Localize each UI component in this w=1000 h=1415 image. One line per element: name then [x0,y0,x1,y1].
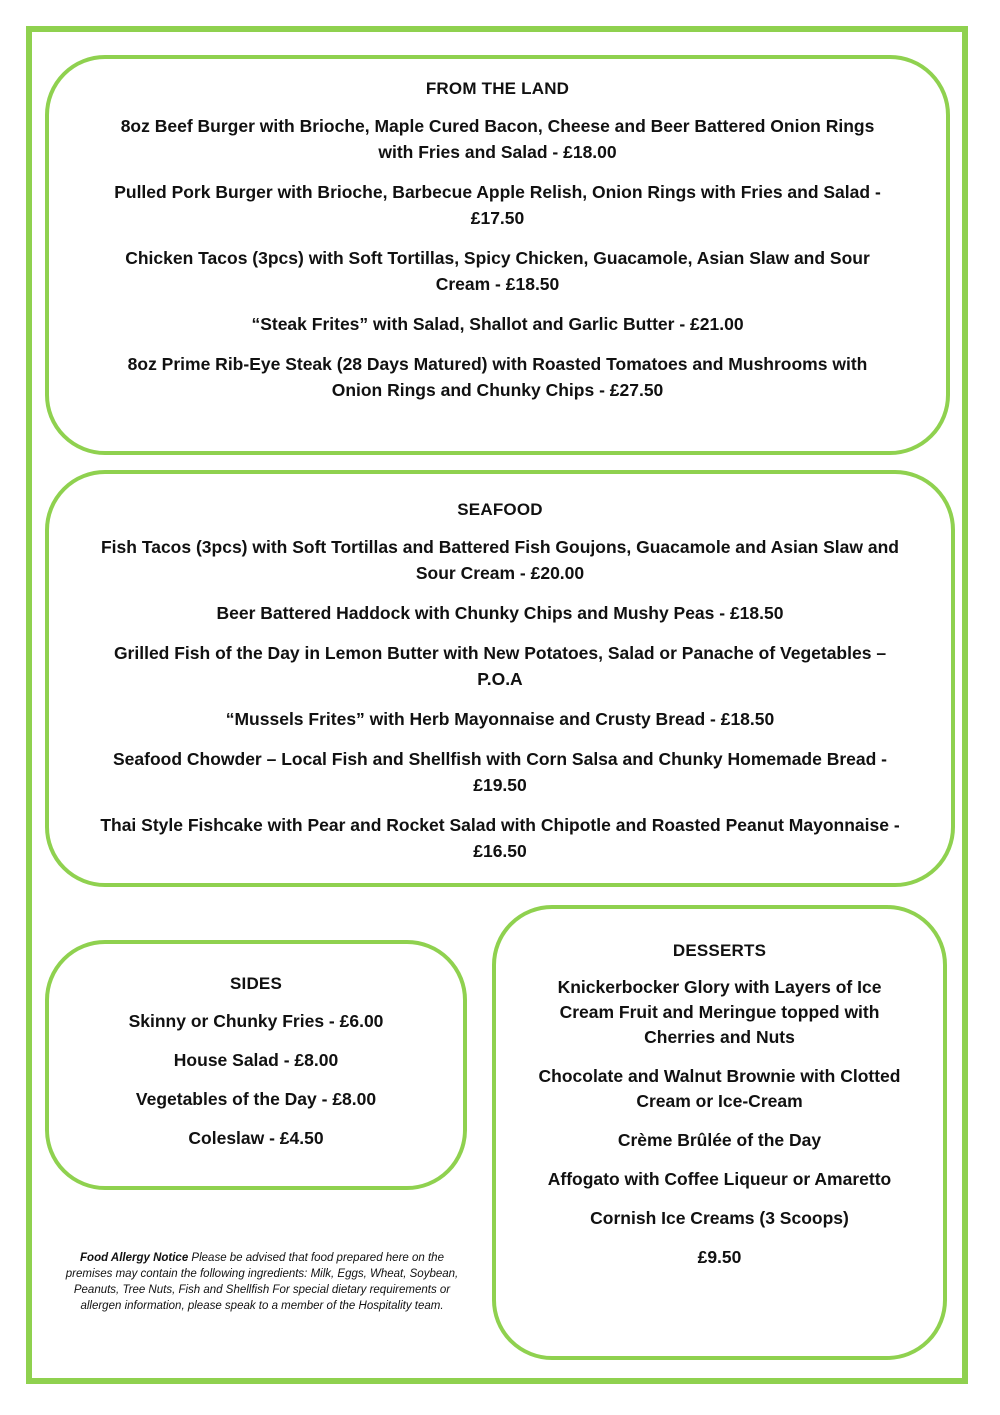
dessert-price: £9.50 [697,1247,742,1267]
desserts-section [492,905,947,1360]
menu-item: Seafood Chowder – Local Fish and Shellfish with Corn Salsa and Chunky Homemade Bread - £19.50 [112,749,888,795]
section-title: SIDES [229,974,283,993]
section-title: DESSERTS [672,941,767,960]
menu-item: Coleslaw - £4.50 [188,1128,324,1148]
menu-item: 8oz Beef Burger with Brioche, Maple Cured Bacon, Cheese and Beer Battered Onion Rings with Fries and Salad - £18.00 [120,116,875,162]
section-title: FROM THE LAND [425,79,570,98]
from-the-land-section [45,55,950,455]
menu-item: “Mussels Frites” with Herb Mayonnaise and Crusty Bread - £18.50 [225,709,775,729]
allergy-notice-label: Food Allergy Notice [80,1252,189,1264]
sides-section [45,940,467,1190]
menu-item: Knickerbocker Glory with Layers of Ice Cream Fruit and Meringue topped with Cherries and Nuts [557,977,882,1047]
section-title: SEAFOOD [457,500,543,519]
menu-item: 8oz Prime Rib-Eye Steak (28 Days Matured) with Roasted Tomatoes and Mushrooms with Onion Rings and Chunky Chips - £27.50 [127,354,868,400]
seafood-section [45,470,955,887]
menu-item: Chocolate and Walnut Brownie with Clotted Cream or Ice-Cream [538,1066,901,1111]
menu-item: “Steak Frites” with Salad, Shallot and Garlic Butter - £21.00 [251,314,744,334]
menu-item: Chicken Tacos (3pcs) with Soft Tortillas, Spicy Chicken, Guacamole, Asian Slaw and Sour Cream - £18.50 [125,248,870,294]
menu-item: Skinny or Chunky Fries - £6.00 [128,1011,384,1031]
menu-item: Pulled Pork Burger with Brioche, Barbecue Apple Relish, Onion Rings with Fries and Salad - £17.50 [114,182,881,228]
menu-item: Crème Brûlée of the Day [617,1130,822,1150]
menu-item: House Salad - £8.00 [173,1050,339,1070]
allergy-notice [62,1250,462,1314]
menu-item: Vegetables of the Day - £8.00 [135,1089,377,1109]
allergy-notice-text: Please be advised that food prepared here on the premises may contain the following ingredients: Milk, Eggs, Wheat, Soybean, Peanuts, Tree Nuts, Fish and Shellfish For special dietary requirements or allergen information, please speak to a member of the Hospitality team. [65,1252,459,1312]
menu-item: Fish Tacos (3pcs) with Soft Tortillas and Battered Fish Goujons, Guacamole and Asian Slaw and Sour Cream - £20.00 [100,537,899,583]
menu-item: Grilled Fish of the Day in Lemon Butter with New Potatoes, Salad or Panache of Vegetables – P.O.A [113,643,887,689]
menu-item: Beer Battered Haddock with Chunky Chips and Mushy Peas - £18.50 [216,603,784,623]
menu-item: Cornish Ice Creams (3 Scoops) [590,1208,849,1228]
menu-item: Thai Style Fishcake with Pear and Rocket Salad with Chipotle and Roasted Peanut Mayonnaise - £16.50 [100,815,900,861]
menu-item: Affogato with Coffee Liqueur or Amaretto [547,1169,892,1189]
